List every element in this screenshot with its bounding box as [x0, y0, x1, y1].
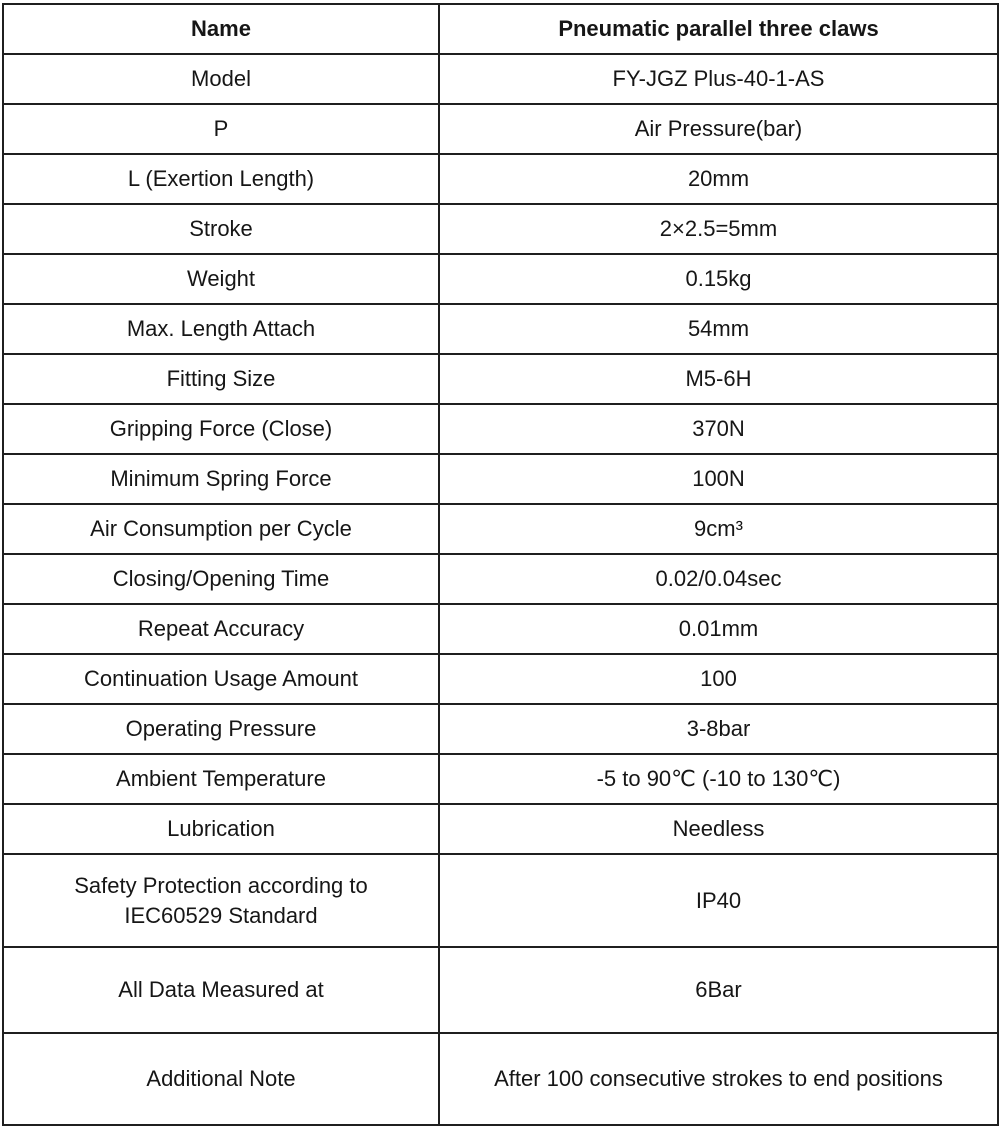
spec-label: Fitting Size — [3, 354, 439, 404]
row-operating-pressure — [3, 704, 998, 754]
spec-value: 0.01mm — [439, 604, 998, 654]
spec-label: Air Consumption per Cycle — [3, 504, 439, 554]
spec-value: 20mm — [439, 154, 998, 204]
row-air-consumption — [3, 504, 998, 554]
row-lubrication — [3, 804, 998, 854]
spec-value: 0.15kg — [439, 254, 998, 304]
row-minimum-spring-force — [3, 454, 998, 504]
spec-label: Lubrication — [3, 804, 439, 854]
row-max-length-attach — [3, 304, 998, 354]
spec-value: Air Pressure(bar) — [439, 104, 998, 154]
spec-value: IP40 — [439, 854, 998, 947]
spec-value: 2×2.5=5mm — [439, 204, 998, 254]
spec-value: 370N — [439, 404, 998, 454]
spec-value: Needless — [439, 804, 998, 854]
row-weight — [3, 254, 998, 304]
spec-table — [2, 3, 999, 1126]
row-all-data-measured — [3, 947, 998, 1033]
row-exertion-length — [3, 154, 998, 204]
spec-label: Continuation Usage Amount — [3, 654, 439, 704]
row-stroke — [3, 204, 998, 254]
spec-label: Repeat Accuracy — [3, 604, 439, 654]
row-closing-opening-time — [3, 554, 998, 604]
spec-value: 100N — [439, 454, 998, 504]
row-safety-protection — [3, 854, 998, 947]
spec-label: Operating Pressure — [3, 704, 439, 754]
spec-value: 6Bar — [439, 947, 998, 1033]
safety-protection-label: Safety Protection according to IEC60529 Standard — [74, 872, 368, 928]
row-fitting-size — [3, 354, 998, 404]
row-gripping-force — [3, 404, 998, 454]
spec-label: Weight — [3, 254, 439, 304]
spec-label: Ambient Temperature — [3, 754, 439, 804]
spec-label: Additional Note — [3, 1033, 439, 1125]
spec-label: Gripping Force (Close) — [3, 404, 439, 454]
row-model — [3, 54, 998, 104]
spec-value: 54mm — [439, 304, 998, 354]
spec-label: Stroke — [3, 204, 439, 254]
additional-note-text: After 100 consecutive strokes to end positions — [494, 1066, 943, 1092]
spec-label: P — [3, 104, 439, 154]
header-name-cell: Name — [3, 4, 439, 54]
spec-value: 100 — [439, 654, 998, 704]
spec-value: M5-6H — [439, 354, 998, 404]
spec-label: Minimum Spring Force — [3, 454, 439, 504]
spec-value: FY-JGZ Plus-40-1-AS — [439, 54, 998, 104]
spec-label: L (Exertion Length) — [3, 154, 439, 204]
spec-value: 0.02/0.04sec — [439, 554, 998, 604]
spec-label — [3, 854, 439, 947]
spec-label: Max. Length Attach — [3, 304, 439, 354]
row-p — [3, 104, 998, 154]
header-product-cell: Pneumatic parallel three claws — [439, 4, 998, 54]
spec-value: 9cm³ — [439, 504, 998, 554]
spec-label: Model — [3, 54, 439, 104]
row-continuation-usage — [3, 654, 998, 704]
spec-label: Closing/Opening Time — [3, 554, 439, 604]
spec-value: -5 to 90℃ (-10 to 130℃) — [439, 754, 998, 804]
header-row — [3, 4, 998, 54]
spec-value: 3-8bar — [439, 704, 998, 754]
spec-label: All Data Measured at — [3, 947, 439, 1033]
row-repeat-accuracy — [3, 604, 998, 654]
row-ambient-temperature — [3, 754, 998, 804]
row-additional-note — [3, 1033, 998, 1125]
spec-value — [439, 1033, 998, 1125]
